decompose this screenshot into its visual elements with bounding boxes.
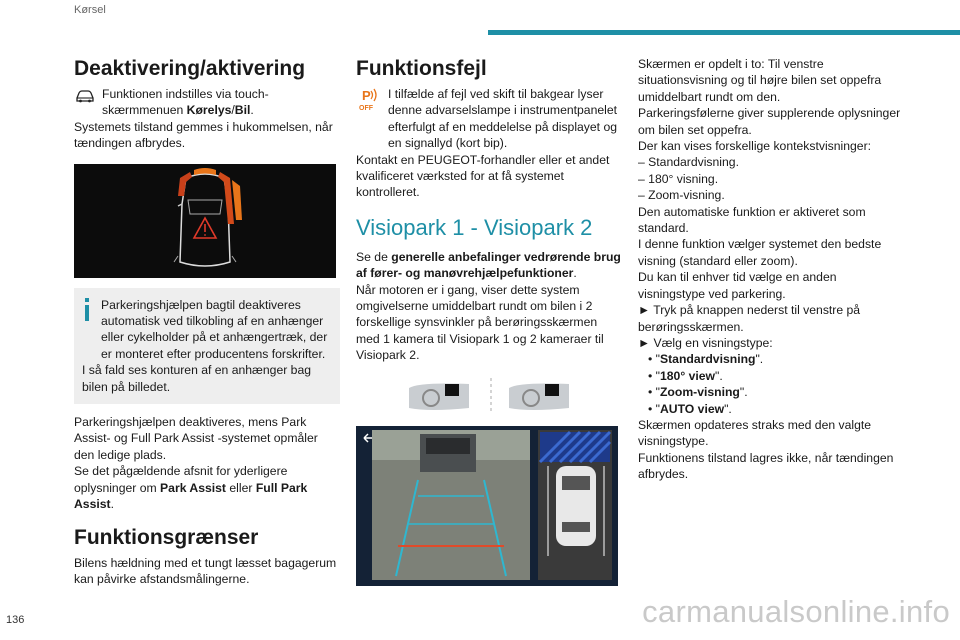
reference-or: eller (226, 480, 256, 495)
fault-text: I tilfælde af fejl ved skift til bakgear lyser denne advarselslampe i instrumentpanelet efterfulgt af en meddelelse på displayet og en signallyd (kort bip). (388, 87, 618, 151)
heading-funktionsfejl: Funktionsfejl (356, 57, 487, 80)
context-views-intro: Der kan vises forskellige kontekstvisninger: (638, 139, 872, 154)
option-auto-view (638, 401, 904, 417)
option-quote-close: ". (739, 385, 748, 400)
visiopark-screen (356, 426, 618, 586)
option-label: AUTO view (659, 401, 725, 416)
heading-funktionsgraenser: Funktionsgrænser (74, 525, 259, 549)
option-quote-open: • " (648, 385, 660, 400)
info-icon (82, 298, 92, 322)
sensor-info: Parkeringsfølerne giver supplerende oplysninger om bilen set oppefra. (638, 106, 901, 137)
view-180: – 180° visning. (638, 171, 719, 186)
option-standardvisning (638, 351, 904, 367)
trailer-outline-note: I så fald ses konturen af en anhænger bag bilen på billedet. (82, 363, 312, 394)
rear-sensor-car-graphic (74, 164, 336, 278)
auto-default: Den automatiske funktion er aktiveret som standard. (638, 204, 866, 236)
page-number: 136 (6, 614, 25, 626)
option-quote-open: • " (648, 352, 660, 367)
svg-text:P: P (362, 88, 371, 103)
option-zoom-visning (638, 384, 904, 400)
watermark: carmanualsonline.info (642, 594, 950, 629)
step-choose-view: ► Vælg en visningstype: (638, 335, 773, 350)
park-assist-reference (74, 463, 340, 512)
option-quote-close: ". (755, 352, 764, 367)
view-standard: – Standardvisning. (638, 155, 739, 170)
view-zoom: – Zoom-visning. (638, 188, 725, 203)
menu-instruction-text: Funktionen indstilles via touch-skærmmenuen (102, 87, 269, 118)
step-press-button: ► Tryk på knappen nederst til venstre på berøringsskærmen. (638, 303, 861, 334)
menu-instruction (74, 86, 340, 119)
trailer-info-note (74, 288, 340, 404)
recommendations-pre: Se de (356, 249, 392, 264)
contact-dealer: Kontakt en PEUGEOT-forhandler eller et andet kvalificeret værksted for at få systemet kontrolleret. (356, 152, 610, 200)
option-quote-close: ". (715, 368, 723, 383)
option-quote-open: • " (648, 368, 660, 383)
camera-mirror-graphic (369, 374, 609, 418)
menu-period: . (250, 103, 254, 118)
header-accent-bar (488, 30, 960, 35)
split-screen-desc: Skærmen er opdelt i to: Til venstre situationsvisning og til højre bilen set oppefra umiddelbart rundt om den. (638, 57, 882, 104)
fault-warning (356, 86, 622, 152)
auto-description: I denne funktion vælger systemet den bedste visning (standard eller zoom). (638, 237, 882, 268)
option-180-view (638, 368, 904, 384)
column-2 (356, 56, 622, 586)
menu-kørelys: Kørelys (186, 103, 232, 118)
column-1 (74, 56, 340, 587)
option-label: Standardvisning (659, 352, 756, 367)
menu-separator: / (231, 103, 235, 118)
state-not-saved: Funktionens tilstand lagres ikke, når tændingen afbrydes. (638, 450, 894, 482)
parking-sensor-off-icon (356, 87, 382, 113)
camera-variants-illustration (356, 374, 622, 418)
park-assist-deactivation: Parkeringshjælpen deaktiveres, mens Park Assist- og Full Park Assist -systemet opmåler den ledige plads. (74, 415, 318, 462)
memory-note: Systemets tilstand gemmes i hukommelsen, når tændingen afbrydes. (74, 119, 333, 151)
select-anytime: Du kan til enhver tid vælge en anden visningstype ved parkering. (638, 270, 837, 301)
section-header: Kørsel (74, 4, 106, 16)
option-quote-close: ". (724, 401, 732, 416)
reference-period: . (110, 497, 114, 512)
car-outline-icon (74, 87, 96, 105)
menu-bil: Bil (234, 103, 251, 118)
screen-updates: Skærmen opdateres straks med den valgte visningstype. (638, 417, 872, 449)
option-label: 180° view (659, 368, 716, 383)
inclination-note: Bilens hældning med et tungt læsset bagagerum kan påvirke afstandsmålingerne. (74, 555, 337, 586)
option-quote-open: • " (648, 401, 660, 416)
general-recommendations (356, 249, 622, 282)
heading-visiopark: Visiopark 1 - Visiopark 2 (356, 214, 593, 240)
parking-sensor-illustration (74, 164, 336, 278)
recommendations-bold: generelle anbefalinger vedrørende brug af fører- og manøvrehjælpefunktioner (356, 249, 621, 281)
column-3 (638, 56, 904, 483)
heading-deaktivering: Deaktivering/aktivering (74, 57, 306, 80)
park-assist-ref: Park Assist (160, 480, 226, 495)
reference-text: Se det pågældende afsnit for yderligere oplysninger om (74, 464, 288, 495)
option-label: Zoom-visning (659, 385, 740, 400)
off-label: OFF (359, 105, 373, 112)
visiopark-description: Når motoren er i gang, viser dette system omgivelserne umiddelbart rundt om bilen i 2 forskellige synsvinkler på berøringsskærmen med 1 kamera til Visiopark 1 og 2 kameraer til Visiopark 2. (356, 282, 604, 363)
trailer-info-text: Parkeringshjælpen bagtil deaktiveres automatisk ved tilkobling af en anhænger eller cykelholder på et anhængertræk, der er monteret efter producentens forskrifter. (101, 297, 328, 361)
full-park-assist-ref: Full Park Assist (74, 480, 308, 512)
camera-view-graphic (356, 426, 618, 586)
recommendations-period: . (573, 266, 577, 281)
